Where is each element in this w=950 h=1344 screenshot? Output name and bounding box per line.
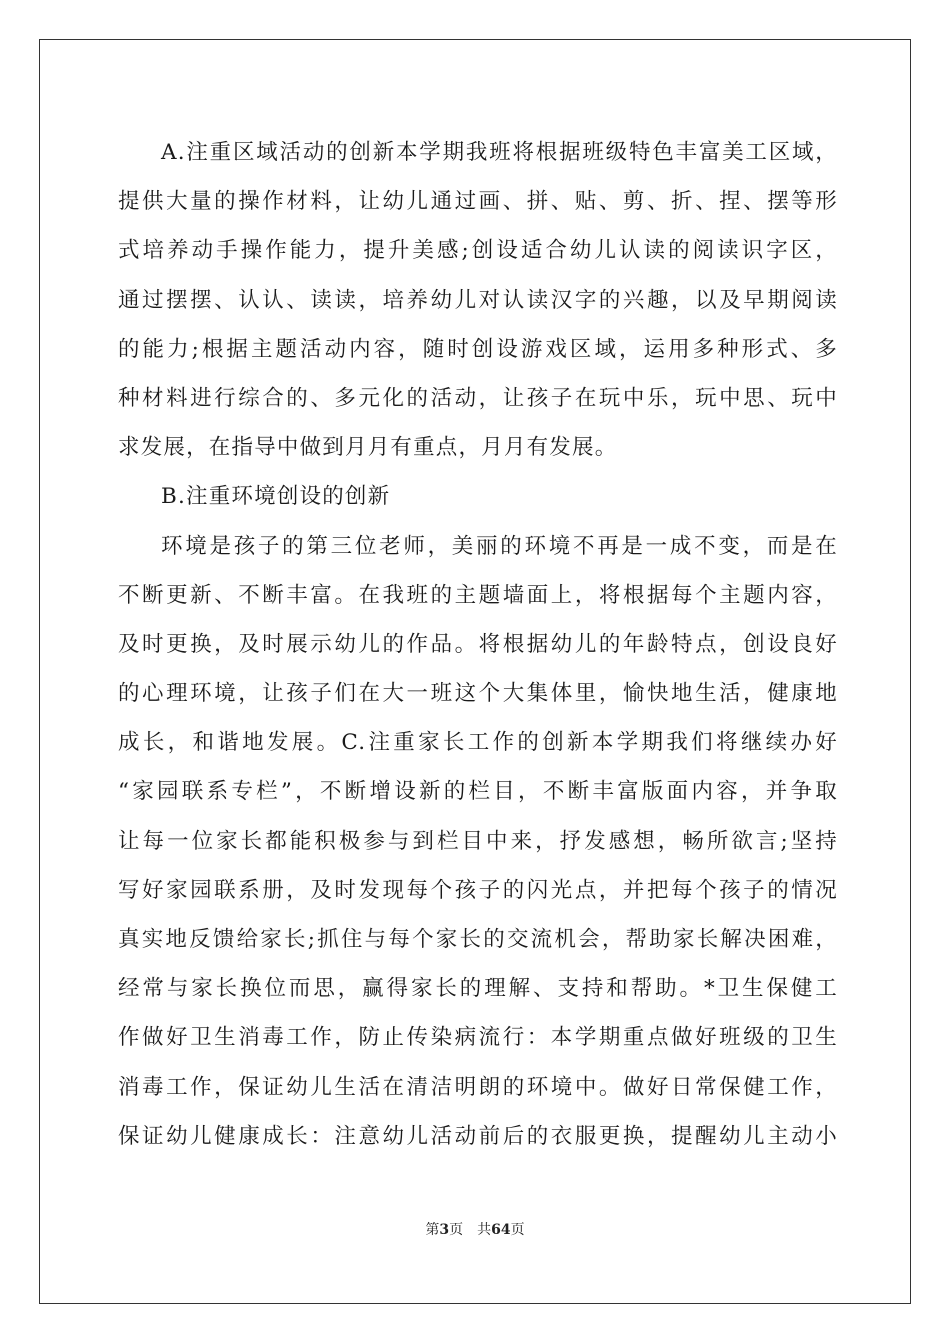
paragraph-line: 成长，和谐地发展。C.注重家长工作的创新本学期我们将继续办好 [118,730,838,756]
total-pages: 64 [491,1222,511,1238]
paragraph-line: 环境是孩子的第三位老师，美丽的环境不再是一成不变，而是在 [161,533,838,559]
paragraph-line: 消毒工作，保证幼儿生活在清洁明朗的环境中。做好日常保健工作， [118,1074,838,1100]
paragraph-line: 让每一位家长都能积极参与到栏目中来，抒发感想，畅所欲言;坚持 [118,828,838,854]
paragraph-line: 提供大量的操作材料，让幼儿通过画、拼、贴、剪、折、捏、摆等形 [118,189,838,215]
page-number: 3 [439,1222,450,1238]
paragraph-line: 的能力;根据主题活动内容，随时创设游戏区域，运用多种形式、多 [118,336,838,362]
paragraph-line: 经常与家长换位而思，赢得家长的理解、支持和帮助。*卫生保健工 [118,976,838,1002]
paragraph-line: 种材料进行综合的、多元化的活动，让孩子在玩中乐，玩中思、玩中 [118,385,838,411]
paragraph-line: 不断更新、不断丰富。在我班的主题墙面上，将根据每个主题内容， [118,582,838,608]
page-prefix: 第 [425,1222,440,1238]
document-body [118,128,838,1161]
paragraph-line: 的心理环境，让孩子们在大一班这个大集体里，愉快地生活，健康地 [118,681,838,707]
paragraph-line: 式培养动手操作能力，提升美感;创设适合幼儿认读的阅读识字区， [118,238,838,264]
paragraph-line: 保证幼儿健康成长：注意幼儿活动前后的衣服更换，提醒幼儿主动小 [118,1123,838,1149]
total-prefix: 共 [477,1222,492,1238]
section-heading: B.注重环境创设的创新 [161,484,391,510]
paragraph-line: 求发展，在指导中做到月月有重点，月月有发展。 [118,435,618,461]
paragraph-line: 及时更换，及时展示幼儿的作品。将根据幼儿的年龄特点，创设良好 [118,631,838,657]
paragraph-line: 通过摆摆、认认、读读，培养幼儿对认读汉字的兴趣，以及早期阅读 [118,287,838,313]
paragraph-line: 写好家园联系册，及时发现每个孩子的闪光点，并把每个孩子的情况 [118,877,838,903]
paragraph-line: 真实地反馈给家长;抓住与每个家长的交流机会，帮助家长解决困难， [118,927,838,952]
page-suffix: 页 [449,1222,464,1238]
total-suffix: 页 [510,1222,525,1238]
page-footer [0,1219,950,1239]
paragraph-line: 作做好卫生消毒工作，防止传染病流行：本学期重点做好班级的卫生 [118,1025,838,1051]
paragraph-line: “家园联系专栏”，不断增设新的栏目，不断丰富版面内容，并争取 [118,779,838,805]
paragraph-line: A.注重区域活动的创新本学期我班将根据班级特色丰富美工区域， [161,140,838,165]
